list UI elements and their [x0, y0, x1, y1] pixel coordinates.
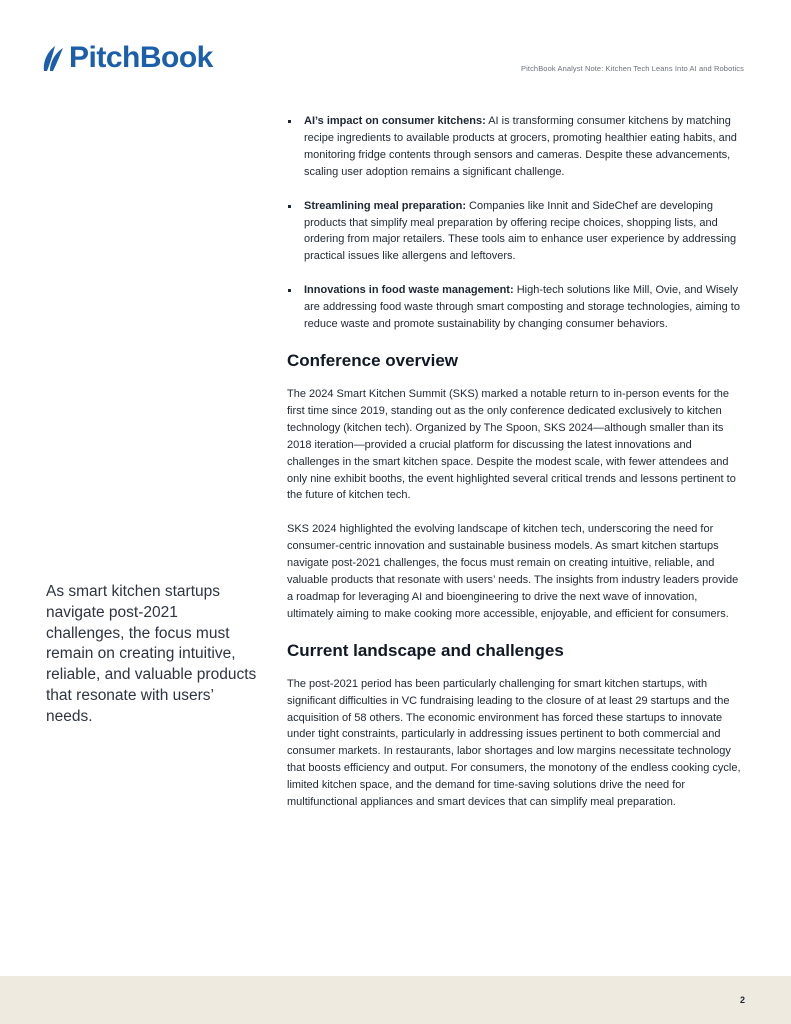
list-item: [287, 198, 745, 266]
section-heading-current-landscape: Current landscape and challenges: [287, 640, 564, 660]
paragraph: The post-2021 period has been particularly challenging for smart kitchen startups, with significant difficulties in VC fundraising leading to the closure of at least 29 startups and the acquisition of 58 others. The economic environment has forced these startups to innovate under tight constraints, particularly in addressing issues pertinent to both commercial and consumer markets. In restaurants, labor shortages and low margins necessitate technology that boosts efficiency and output. For consumers, the monotony of the endless cooking cycle, limited kitchen space, and the demand for time-saving solutions drive the need for multifunctional appliances and smart devices that can simplify meal preparation.: [287, 677, 741, 809]
bullet-lead: Innovations in food waste management:: [304, 284, 514, 297]
page-number: 2: [739, 995, 745, 1005]
bullet-text: High-tech solutions like Mill, Ovie, and Wisely are addressing food waste through smart composting and storage technologies, aiming to reduce waste and promote sustainability by changing consumer behaviors.: [304, 284, 740, 331]
section-heading-conference-overview: Conference overview: [287, 350, 459, 370]
paragraph: SKS 2024 highlighted the evolving landscape of kitchen tech, underscoring the need for consumer-centric innovation and sustainable business models. As smart kitchen startups navigate post-2021 challenges, the focus must remain on creating intuitive, reliable, and valuable products that resonate with users’ needs. The insights from industry leaders provide a roadmap for leveraging AI and bioengineering to drive the next wave of innovation, ultimately aiming to make cooking more accessible, enjoyable, and efficient for consumers.: [287, 523, 739, 620]
pitchbook-leaf-icon: [41, 43, 65, 73]
bullet-lead: Streamlining meal preparation:: [304, 199, 466, 212]
logo-text: PitchBook: [69, 41, 213, 74]
key-takeaways-list: [287, 113, 745, 333]
page-footer: [0, 976, 791, 1024]
list-item: [287, 282, 745, 333]
bullet-text: Companies like Innit and SideChef are developing products that simplify meal preparation by offering recipe choices, shopping lists, and ordering from major retailers. These tools aim to enhance user experience by addressing practical issues like allergens and leftovers.: [304, 199, 737, 263]
pull-quote: As smart kitchen startups navigate post-2021 challenges, the focus must remain on creating intuitive, reliable, and valuable products that resonate with users’ needs.: [46, 583, 257, 725]
bullet-lead: AI’s impact on consumer kitchens:: [304, 115, 486, 127]
paragraph: The 2024 Smart Kitchen Summit (SKS) marked a notable return to in-person events for the first time since 2019, standing out as the only conference dedicated exclusively to kitchen technology (kitchen tech). Organized by The Spoon, SKS 2024—although smaller than its 2018 iteration—provided a crucial platform for discussing the latest innovations and challenges in the smart kitchen space. Despite the modest scale, with fewer attendees and only nine exhibit booths, the event highlighted several critical trends and lessons pertinent to the future of kitchen tech.: [287, 387, 736, 502]
main-column: [287, 113, 745, 828]
header-note: PitchBook Analyst Note: Kitchen Tech Leans Into AI and Robotics: [521, 64, 744, 73]
bullet-text: AI is transforming consumer kitchens by matching recipe ingredients to available products at grocers, promoting healthier eating habits, and monitoring fridge contents through sensors and cameras. Despite these advancements, scaling user adoption remains a significant challenge.: [304, 115, 737, 178]
list-item: [287, 113, 745, 181]
pitchbook-logo: [41, 40, 213, 76]
